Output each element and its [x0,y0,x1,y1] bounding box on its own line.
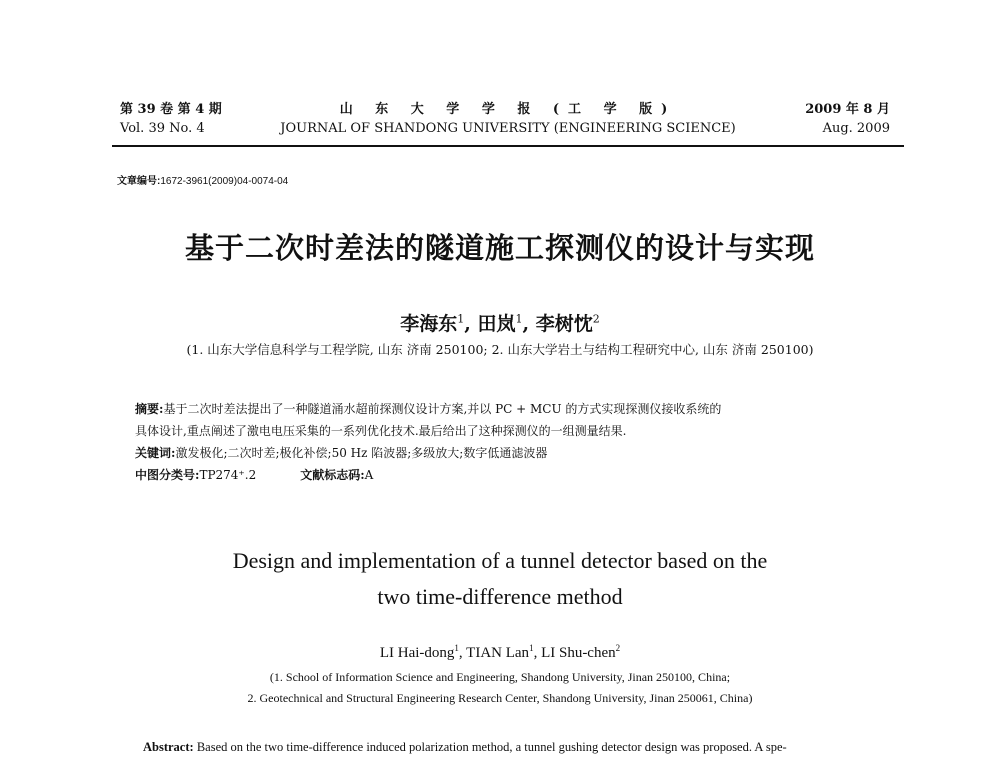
article-number [117,172,288,187]
keywords-cn [135,442,895,464]
author-1-cn: 李海东 [400,313,458,335]
publication-date [805,100,890,138]
title-en [0,543,1000,615]
doc-code-value: A [364,468,374,482]
affiliation-en-line-2: 2. Geotechnical and Structural Engineering Research Center, Shandong University, Jinan 250061, China) [247,691,753,705]
abstract-cn-text-1: 基于二次时差法提出了一种隧道涌水超前探测仪设计方案,并以 PC + MCU 的方式实现探测仪接收系统的 [163,402,722,416]
classification-value: TP274⁺.2 [199,468,257,482]
author-2-en-affil: 1 [529,643,534,653]
author-2-cn: 田岚 [477,313,516,335]
classification-label: 中图分类号: [135,468,200,482]
publication-date-cn: 2009 年 8 月 [805,102,890,117]
author-2-cn-affil: 1 [515,312,523,326]
author-2-en: TIAN Lan [466,645,530,661]
title-en-line-2: two time-difference method [377,584,623,609]
journal-name-en: JOURNAL OF SHANDONG UNIVERSITY (ENGINEERING SCIENCE) [280,121,736,136]
author-3-en: LI Shu-chen [541,645,616,661]
abstract-cn-label: 摘要: [135,402,164,416]
abstract-cn-line-1 [135,398,895,420]
author-3-en-affil: 2 [615,643,621,653]
author-1-en-affil: 1 [454,643,459,653]
author-1-cn-affil: 1 [457,312,465,326]
journal-header [112,97,904,141]
authors-cn: 李海东$^1$, 田岚$^1$, 李树忱$^2$ [400,312,600,335]
keywords-cn-value: 激发极化;二次时差;极化补偿;50 Hz 陷波器;多级放大;数字低通滤波器 [175,446,548,460]
abstract-cn-line-2: 具体设计,重点阐述了激电电压采集的一系列优化技术.最后给出了这种探测仪的一组测量结果. [135,424,627,438]
volume-issue-cn: 第 39 卷 第 4 期 [120,102,222,117]
article-number-label: 文章编号: [117,176,161,187]
doc-code-label: 文献标志码: [300,468,365,482]
author-1-en: LI Hai-dong [379,645,455,661]
authors-en: LI Hai-dong$^1$, TIAN Lan$^1$, LI Shu-chen$^2$ [379,643,621,661]
publication-date-en: Aug. 2009 [822,121,890,136]
title-en-line-1: Design and implementation of a tunnel detector based on the [232,548,768,573]
title-cn: 基于二次时差法的隧道施工探测仪的设计与实现 [184,231,815,265]
keywords-cn-label: 关键词: [135,446,176,460]
author-3-cn-affil: 2 [592,312,600,326]
abstract-en [143,740,903,755]
header-rule [112,145,904,147]
classification-line [135,464,895,486]
affiliation-en [0,667,1000,709]
author-3-cn: 李树忱 [535,313,593,335]
journal-name-cn: 山 东 大 学 学 报 (工 学 版) [339,102,677,117]
abstract-en-label: Abstract: [143,740,194,754]
journal-name [112,100,904,138]
affiliation-cn: (1. 山东大学信息科学与工程学院, 山东 济南 250100; 2. 山东大学岩土与结构工程研究中心, 山东 济南 250100) [186,342,814,357]
article-number-value: 1672-3961(2009)04-0074-04 [160,176,289,187]
abstract-cn-block [135,398,895,486]
abstract-en-text: Based on the two time-difference induced polarization method, a tunnel gushing detector design was proposed. A spe- [196,740,787,754]
affiliation-en-line-1: (1. School of Information Science and Engineering, Shandong University, Jinan 250100, China; [269,670,731,684]
volume-issue-en: Vol. 39 No. 4 [120,121,205,136]
